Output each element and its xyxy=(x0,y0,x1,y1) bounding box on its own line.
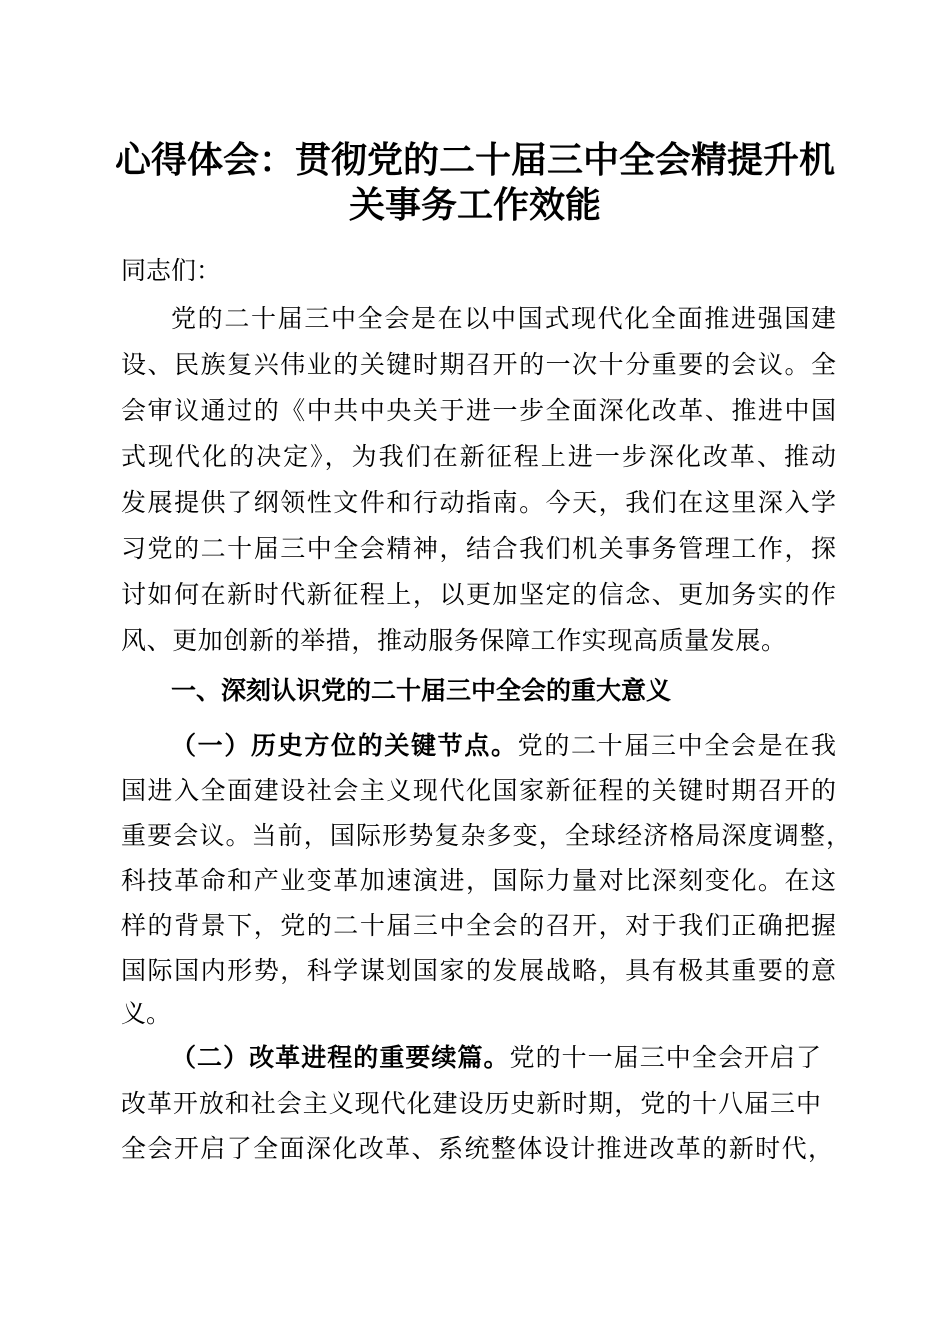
text-line xyxy=(171,1043,821,1073)
text-line: 样的背景下，党的二十届三中全会的召开，对于我们正确把握 xyxy=(121,911,836,940)
text-line: 全会开启了全面深化改革、系统整体设计推进改革的新时代， xyxy=(121,1134,833,1163)
text-line: 党的二十届三中全会是在以中国式现代化全面推进强国建 xyxy=(171,304,836,333)
salutation: 同志们： xyxy=(121,256,222,285)
text-line: 风、更加创新的举措，推动服务保障工作实现高质量发展。 xyxy=(121,626,787,655)
text-line: 习党的二十届三中全会精神，结合我们机关事务管理工作，探 xyxy=(121,534,836,563)
text-line: 重要会议。当前，国际形势复杂多变，全球经济格局深度调整， xyxy=(121,821,851,850)
text-line: 国进入全面建设社会主义现代化国家新征程的关键时期召开的 xyxy=(121,776,836,805)
subsection-label: （一）历史方位的关键节点。 xyxy=(171,731,518,760)
text-line: 式现代化的决定》，为我们在新征程上进一步深化改革、推动 xyxy=(121,442,836,471)
subsection-text: 党的十一届三中全会开启了 xyxy=(509,1043,821,1072)
subsection-text: 党的二十届三中全会是在我 xyxy=(517,731,836,760)
text-line xyxy=(171,731,836,761)
text-line: 发展提供了纲领性文件和行动指南。今天，我们在这里深入学 xyxy=(121,488,836,517)
section-heading: 一、深刻认识党的二十届三中全会的重大意义 xyxy=(171,676,672,705)
subsection-label: （二）改革进程的重要续篇。 xyxy=(171,1043,510,1072)
title-line-1: 心得体会：贯彻党的二十届三中全会精提升机 xyxy=(114,139,835,181)
text-line: 讨如何在新时代新征程上，以更加坚定的信念、更加务实的作 xyxy=(121,580,836,609)
text-line: 改革开放和社会主义现代化建设历史新时期，党的十八届三中 xyxy=(121,1089,821,1118)
text-line: 科技革命和产业变革加速演进，国际力量对比深刻变化。在这 xyxy=(121,866,836,895)
text-line: 义。 xyxy=(121,999,172,1028)
text-line: 国际国内形势，科学谋划国家的发展战略，具有极其重要的意 xyxy=(121,956,836,985)
text-line: 设、民族复兴伟业的关键时期召开的一次十分重要的会议。全 xyxy=(121,350,836,379)
text-line: 会审议通过的《中共中央关于进一步全面深化改革、推进中国 xyxy=(121,396,836,425)
title-line-2: 关事务工作效能 xyxy=(348,184,601,226)
